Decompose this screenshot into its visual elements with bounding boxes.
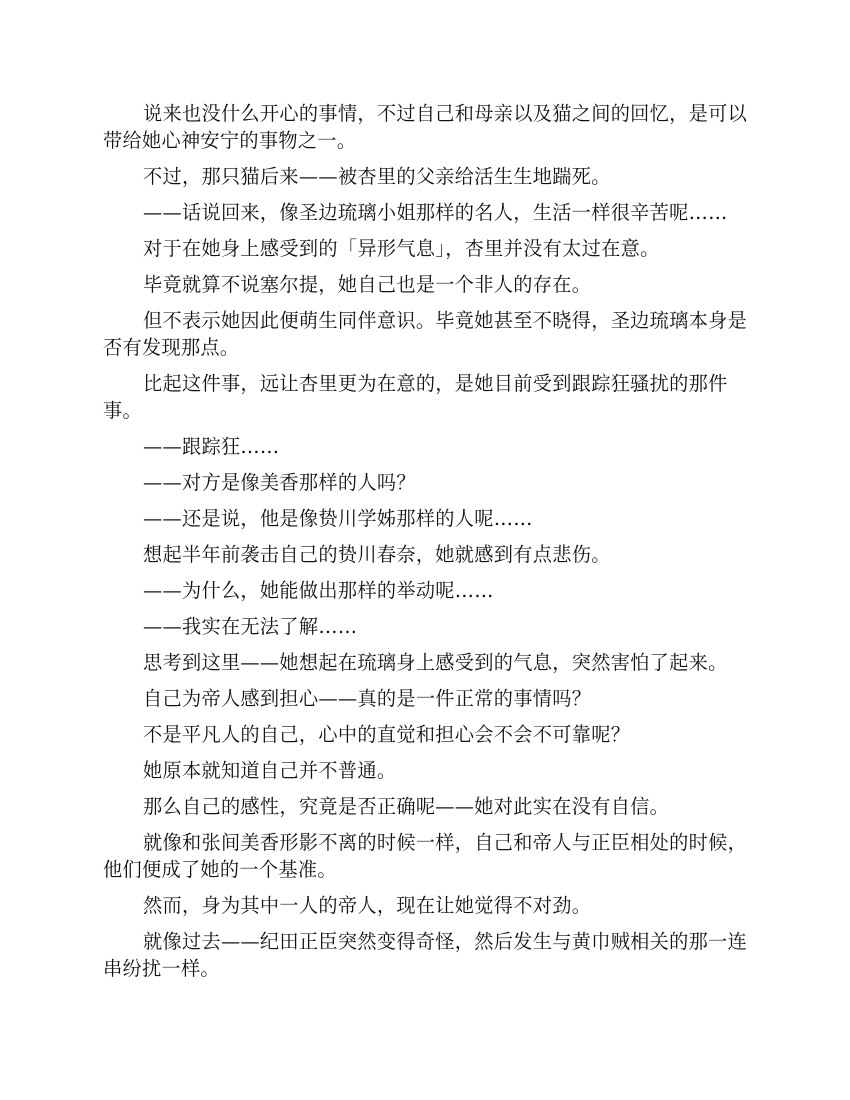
paragraph: 就像和张间美香形影不离的时候一样，自己和帝人与正臣相处的时候，他们便成了她的一个基准。 — [103, 831, 748, 881]
paragraph: 说来也没什么开心的事情，不过自己和母亲以及猫之间的回忆，是可以带给她心神安宁的事物之一。 — [103, 102, 748, 152]
paragraph: 比起这件事，远让杏里更为在意的，是她目前受到跟踪狂骚扰的那件事。 — [103, 372, 728, 422]
paragraph: 就像过去——纪田正臣突然变得奇怪，然后发生与黄巾贼相关的那一连串纷扰一样。 — [103, 930, 748, 980]
paragraph: 思考到这里——她想起在琉璃身上感受到的气息，突然害怕了起来。 — [143, 651, 728, 674]
paragraph: ——为什么，她能做出那样的举动呢…… — [143, 579, 494, 602]
paragraph: 她原本就知道自己并不普通。 — [143, 759, 397, 782]
paragraph: ——话说回来，像圣边琉璃小姐那样的名人，生活一样很辛苦呢…… — [143, 201, 728, 224]
paragraph: 不过，那只猫后来——被杏里的父亲给活生生地踹死。 — [143, 165, 611, 188]
paragraph: 想起半年前袭击自己的贽川春奈，她就感到有点悲伤。 — [143, 543, 611, 566]
paragraph: 自己为帝人感到担心——真的是一件正常的事情吗？ — [143, 687, 592, 710]
paragraph: 对于在她身上感受到的「异形气息」，杏里并没有太过在意。 — [143, 237, 660, 260]
paragraph: ——还是说，他是像贽川学姊那样的人呢…… — [143, 507, 533, 530]
paragraph: 那么自己的感性，究竟是否正确呢——她对此实在没有自信。 — [143, 795, 670, 818]
paragraph: 然而，身为其中一人的帝人，现在让她觉得不对劲。 — [143, 894, 592, 917]
paragraph: ——对方是像美香那样的人吗？ — [143, 471, 416, 494]
paragraph: 毕竟就算不说塞尔提，她自己也是一个非人的存在。 — [143, 273, 592, 296]
paragraph: 但不表示她因此便萌生同伴意识。毕竟她甚至不晓得，圣边琉璃本身是否有发现那点。 — [103, 309, 748, 359]
paragraph: ——跟踪狂…… — [143, 435, 280, 458]
paragraph: 不是平凡人的自己，心中的直觉和担心会不会不可靠呢？ — [143, 723, 631, 746]
paragraph: ——我实在无法了解…… — [143, 615, 358, 638]
document-page — [103, 100, 748, 991]
